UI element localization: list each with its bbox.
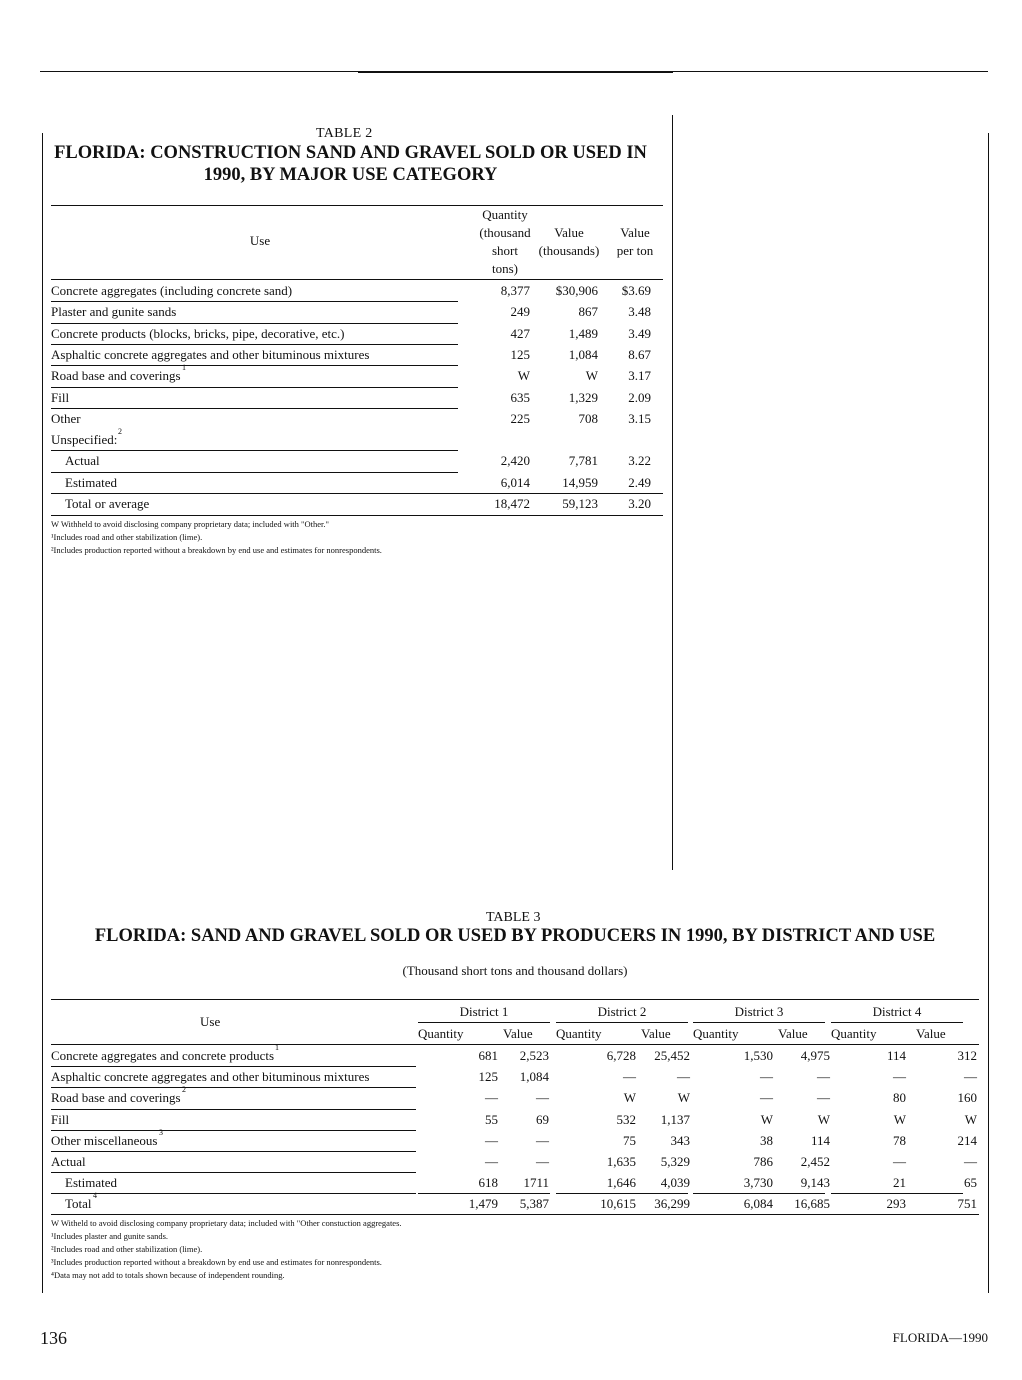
quantity-cell: 38: [760, 1132, 773, 1148]
quantity-cell: 1,635: [606, 1154, 636, 1169]
total-rule: [418, 1193, 550, 1194]
per-ton-cell: 2.49: [628, 474, 651, 490]
value-cell: 65: [964, 1175, 977, 1191]
quantity-cell: 1,646: [606, 1175, 636, 1191]
quantity-cell: 618: [478, 1175, 498, 1191]
quantity-cell: —: [760, 1069, 773, 1085]
right-margin-rule: [988, 133, 989, 1293]
value-cell: 1,489: [568, 325, 598, 341]
value-cell: W: [964, 1111, 977, 1127]
quantity-cell: 6,728: [606, 1048, 636, 1063]
footnote-marker: 4: [93, 1191, 97, 1201]
table-row: [51, 280, 663, 301]
value-cell: 7,781: [568, 453, 598, 469]
table-row: [51, 493, 663, 514]
quantity-cell: 125: [478, 1069, 498, 1085]
quantity-cell: 125: [510, 346, 530, 362]
value-cell: —: [817, 1090, 830, 1106]
value-header: Value: [916, 1026, 946, 1041]
table-row: [51, 429, 663, 450]
quantity-cell: 3,730: [743, 1175, 773, 1191]
footnote: ⁴Data may not add to totals shown because of independent rounding.: [51, 1270, 285, 1280]
table2-title-line2: 1990, BY MAJOR USE CATEGORY: [203, 165, 498, 185]
district-header: District 1: [459, 1004, 509, 1019]
quantity-cell: 786: [753, 1154, 773, 1169]
value-cell: 69: [536, 1111, 549, 1127]
row-use-label: Concrete aggregates and concrete products: [51, 1048, 275, 1063]
table3-header-use: Use: [200, 1014, 221, 1029]
value-cell: 312: [957, 1048, 977, 1063]
value-cell: 1,329: [568, 389, 598, 405]
district-header: District 2: [597, 1004, 647, 1019]
value-cell: 214: [957, 1132, 977, 1148]
row-use-label: Road base and coverings: [51, 1090, 181, 1106]
quantity-cell: 635: [510, 389, 530, 405]
table2-title-line1: FLORIDA: CONSTRUCTION SAND AND GRAVEL SOLD OR USED IN: [54, 143, 647, 163]
table2-label: TABLE 2: [316, 126, 373, 141]
value-cell: 5,329: [660, 1154, 690, 1169]
table-row: [51, 1193, 979, 1214]
table3-top-rule: [51, 999, 979, 1000]
table2-header-value: Value (thousands): [538, 225, 600, 258]
quantity-cell: 532: [616, 1111, 636, 1127]
quantity-cell: 249: [510, 304, 530, 320]
value-cell: —: [677, 1069, 690, 1085]
footnote-marker: 3: [159, 1127, 163, 1137]
total-rule: [831, 1193, 963, 1194]
quantity-cell: 681: [478, 1048, 498, 1063]
left-margin-rule: [42, 133, 43, 1293]
quantity-cell: —: [485, 1154, 498, 1169]
row-use-label: Total or average: [65, 496, 150, 511]
top-rule-thick: [358, 71, 673, 73]
district-rule: [693, 1022, 825, 1023]
footnote: ¹Includes plaster and gunite sands.: [51, 1231, 169, 1241]
quantity-header: Quantity: [556, 1026, 602, 1041]
row-use-label: Road base and coverings: [51, 368, 181, 384]
table-row: [51, 1127, 979, 1151]
value-cell: 9,143: [800, 1175, 830, 1191]
running-head: FLORIDA—1990: [892, 1330, 988, 1345]
table-row: [51, 1087, 979, 1108]
row-use-label: Asphaltic concrete aggregates and other bituminous mixtures: [51, 346, 370, 362]
quantity-cell: 1,479: [468, 1196, 498, 1212]
quantity-cell: 225: [510, 410, 530, 426]
value-cell: 1,137: [660, 1111, 690, 1127]
footnote-marker: 1: [275, 1043, 279, 1052]
value-cell: 343: [670, 1132, 690, 1148]
value-cell: 751: [957, 1196, 977, 1212]
per-ton-cell: 2.09: [628, 389, 651, 405]
quantity-cell: 6,084: [743, 1196, 773, 1212]
value-cell: 14,959: [562, 474, 598, 490]
table-row: [51, 1151, 979, 1172]
quantity-cell: 2,420: [500, 453, 530, 469]
quantity-cell: W: [517, 368, 530, 384]
quantity-header: Quantity: [693, 1026, 739, 1041]
table-row: [51, 387, 663, 408]
district-rule: [556, 1022, 688, 1023]
value-cell: 59,123: [562, 496, 598, 511]
row-use-label: Unspecified:: [51, 432, 118, 448]
row-use-label: Total: [65, 1196, 92, 1212]
table2-header-quantity: Quantity (thousand short tons): [479, 207, 531, 276]
table2-top-rule: [51, 205, 663, 206]
row-use-label: Asphaltic concrete aggregates and other bituminous mixtures: [51, 1069, 370, 1085]
value-cell: —: [964, 1154, 977, 1169]
table-row: [51, 1109, 979, 1130]
table-row: [51, 472, 663, 493]
table3-bottom-rule: [51, 1214, 979, 1215]
value-cell: —: [964, 1069, 977, 1085]
value-cell: 4,975: [800, 1048, 830, 1063]
value-cell: 25,452: [654, 1048, 690, 1063]
table-row: [51, 1045, 979, 1066]
value-cell: $30,906: [555, 283, 598, 298]
page-number: 136: [40, 1328, 67, 1348]
quantity-cell: 427: [510, 325, 530, 341]
value-header: Value: [503, 1026, 533, 1041]
quantity-cell: —: [893, 1069, 906, 1085]
value-cell: 5,387: [519, 1196, 549, 1212]
table-row: [51, 323, 663, 344]
quantity-cell: 1,530: [743, 1048, 773, 1063]
row-use-label: Plaster and gunite sands: [51, 304, 177, 320]
value-cell: 1,084: [568, 346, 598, 362]
value-cell: 114: [810, 1132, 830, 1148]
quantity-cell: —: [893, 1154, 906, 1169]
table-row: [51, 344, 663, 365]
per-ton-cell: 3.48: [628, 304, 651, 320]
table-row: [51, 1172, 979, 1193]
value-cell: W: [817, 1111, 830, 1127]
table-row: [51, 365, 663, 386]
value-cell: 1711: [523, 1175, 549, 1191]
row-use-label: Other miscellaneous: [51, 1132, 158, 1148]
footnote: ²Includes road and other stabilization (lime).: [51, 1244, 203, 1254]
row-use-label: Other: [51, 410, 81, 426]
quantity-cell: —: [485, 1090, 498, 1106]
value-cell: 867: [578, 304, 598, 320]
row-use-label: Concrete products (blocks, bricks, pipe, decorative, etc.): [51, 325, 345, 341]
row-use-label: Actual: [51, 1154, 86, 1169]
per-ton-cell: 3.22: [628, 453, 651, 469]
value-cell: —: [536, 1132, 549, 1148]
quantity-cell: 10,615: [600, 1196, 636, 1212]
per-ton-cell: 8.67: [628, 346, 651, 362]
quantity-cell: 114: [886, 1048, 906, 1063]
quantity-cell: 293: [886, 1196, 906, 1212]
district-header: District 4: [872, 1004, 922, 1019]
footnote-marker: 1: [182, 363, 186, 373]
district-rule: [831, 1022, 963, 1023]
quantity-cell: 80: [893, 1090, 906, 1106]
footnote: W Withheld to avoid disclosing company proprietary data; included with "Other.": [51, 519, 329, 529]
value-header: Value: [778, 1026, 808, 1041]
table3-subtitle: (Thousand short tons and thousand dollars): [402, 963, 628, 978]
total-rule: [693, 1193, 825, 1194]
per-ton-cell: 3.20: [628, 496, 651, 511]
value-cell: 2,452: [800, 1154, 830, 1169]
row-use-label: Fill: [51, 1111, 70, 1127]
table-row: [51, 1066, 979, 1087]
table2-header-use: Use: [249, 233, 271, 248]
footnote: ²Includes production reported without a breakdown by end use and estimates for nonrespondents.: [51, 545, 382, 555]
table3-label: TABLE 3: [486, 910, 541, 925]
table3-title: FLORIDA: SAND AND GRAVEL SOLD OR USED BY PRODUCERS IN 1990, BY DISTRICT AND USE: [94, 926, 936, 946]
quantity-cell: 6,014: [500, 474, 530, 490]
value-header: Value: [641, 1026, 671, 1041]
footnote: ³Includes production reported without a breakdown by end use and estimates for nonrespondents.: [51, 1257, 382, 1267]
table2-bottom-rule: [51, 515, 663, 516]
value-cell: W: [585, 368, 598, 384]
row-use-label: Estimated: [65, 1175, 117, 1191]
row-use-label: Concrete aggregates (including concrete sand): [51, 283, 293, 298]
quantity-header: Quantity: [418, 1026, 464, 1041]
value-cell: 16,685: [794, 1196, 830, 1212]
quantity-cell: W: [893, 1111, 906, 1127]
quantity-cell: 75: [623, 1132, 636, 1148]
district-rule: [418, 1022, 550, 1023]
per-ton-cell: $3.69: [621, 283, 651, 298]
table2-header-per-ton: Value per ton: [616, 225, 654, 258]
quantity-cell: 55: [485, 1111, 498, 1127]
value-cell: 160: [957, 1090, 977, 1106]
district-header: District 3: [734, 1004, 784, 1019]
quantity-cell: 8,377: [500, 283, 530, 298]
table-row: [51, 450, 663, 471]
quantity-cell: 78: [893, 1132, 906, 1148]
row-use-label: Estimated: [65, 474, 117, 490]
footnote-marker: 2: [182, 1085, 186, 1095]
quantity-cell: —: [485, 1132, 498, 1148]
total-rule: [556, 1193, 688, 1194]
total-rule: [458, 493, 663, 494]
row-use-label: Actual: [65, 453, 100, 469]
value-cell: —: [536, 1090, 549, 1106]
value-cell: 2,523: [519, 1048, 549, 1063]
value-cell: 4,039: [660, 1175, 690, 1191]
quantity-cell: —: [623, 1069, 636, 1085]
quantity-cell: 18,472: [494, 496, 530, 511]
value-cell: 1,084: [519, 1069, 549, 1085]
value-cell: 36,299: [654, 1196, 690, 1212]
quantity-cell: 21: [893, 1175, 906, 1191]
table2-title: [48, 142, 653, 186]
per-ton-cell: 3.17: [628, 368, 651, 384]
quantity-cell: —: [760, 1090, 773, 1106]
footnote: W Witheld to avoid disclosing company proprietary data; included with "Other constuction aggregates.: [51, 1218, 402, 1228]
value-cell: W: [677, 1090, 690, 1106]
value-cell: —: [536, 1154, 549, 1169]
per-ton-cell: 3.49: [628, 325, 651, 341]
table-row: [51, 301, 663, 322]
footnote-marker: 2: [118, 427, 122, 437]
footnote: ¹Includes road and other stabilization (lime).: [51, 532, 203, 542]
table-row: [51, 408, 663, 429]
quantity-header: Quantity: [831, 1026, 877, 1041]
row-use-label: Fill: [51, 389, 70, 405]
quantity-cell: W: [623, 1090, 636, 1106]
value-cell: —: [817, 1069, 830, 1085]
column-divider: [672, 115, 673, 870]
per-ton-cell: 3.15: [628, 410, 651, 426]
quantity-cell: W: [760, 1111, 773, 1127]
value-cell: 708: [578, 410, 598, 426]
